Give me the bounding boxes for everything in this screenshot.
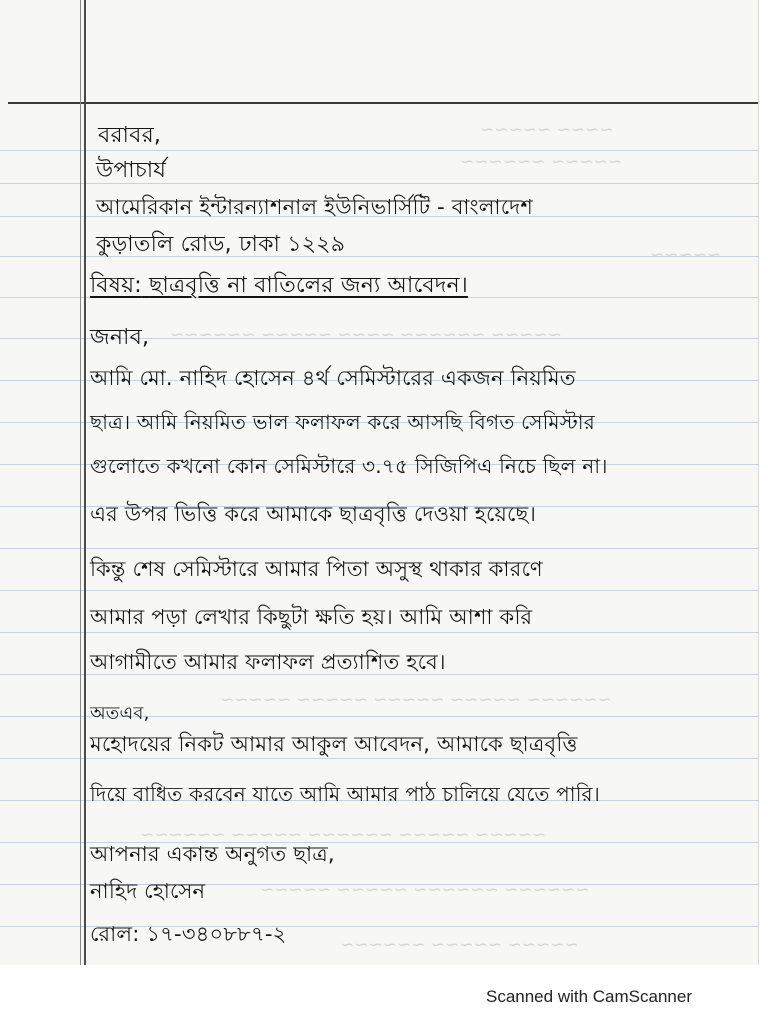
bleed-through-mark: ~~~~~ ~~~~~~ ~~~~ ~~~~~ ~~~~~~: [170, 325, 562, 345]
body-line: গুলোতে কখনো কোন সেমিস্টারে ৩.৭৫ সিজিপিএ নিচে ছিল না।: [90, 454, 608, 478]
roll-number: রোল: ১৭-৩৪০৮৮৭-২: [90, 922, 287, 946]
bleed-through-mark: ~~~~~~ ~~~~~~ ~~~~~ ~~~~~: [260, 880, 590, 900]
body-line: আমার পড়া লেখার কিছুটা ক্ষতি হয়। আমি আশা করি: [90, 605, 533, 629]
recipient-university: আমেরিকান ইন্টারন্যাশনাল ইউনিভার্সিটি - বাংলাদেশ: [96, 195, 533, 219]
signer-name: নাহিদ হোসেন: [90, 879, 206, 903]
request-line: মহোদয়ের নিকট আমার আকুল আবেদন, আমাকে ছাত্রবৃত্তি: [90, 732, 578, 756]
request-line: দিয়ে বাধিত করবেন যাতে আমি আমার পাঠ চালিয়ে যেতে পারি।: [90, 782, 601, 806]
body-line: আমি মো. নাহিদ হোসেন ৪র্থ সেমিস্টারের একজন নিয়মিত: [90, 366, 576, 390]
signoff: আপনার একান্ত অনুগত ছাত্র,: [90, 842, 335, 866]
bleed-through-mark: ~~~~ ~~~~~: [480, 120, 614, 140]
recipient-designation: উপাচার্য: [96, 158, 167, 183]
subject-line: [90, 272, 468, 300]
recipient-address: কুড়াতলি রোড, ঢাকা ১২২৯: [96, 232, 346, 257]
body-line: কিন্তু শেষ সেমিস্টারে আমার পিতা অসুস্থ থাকার কারণে: [90, 557, 543, 581]
ruled-line: [0, 150, 758, 151]
greeting: জনাব,: [90, 325, 150, 350]
closing-word: অতএব,: [90, 703, 150, 724]
subject-text: ছাত্রবৃত্তি না বাতিলের জন্য আবেদন।: [149, 273, 468, 298]
margin-line: [84, 0, 86, 965]
ruled-line: [0, 548, 758, 549]
ruled-line: [0, 758, 758, 759]
bleed-through-mark: ~~~~~~ ~~~~~ ~~~~~ ~~~~~ ~~~~~: [220, 690, 612, 710]
body-line: এর উপর ভিত্তি করে আমাকে ছাত্রবৃত্তি দেওয়া হয়েছে।: [90, 502, 537, 526]
bleed-through-mark: ~~~~~ ~~~~~ ~~~~~~ ~~~~~ ~~~~~~: [140, 825, 547, 845]
margin-line-inner: [80, 0, 81, 965]
bleed-through-mark: ~~~~~ ~~~~~~: [460, 152, 623, 172]
body-line: আগামীতে আমার ফলাফল প্রত্যাশিত হবে।: [90, 650, 446, 674]
body-line: ছাত্র। আমি নিয়মিত ভাল ফলাফল করে আসছি বিগত সেমিস্টার: [90, 410, 595, 434]
subject-label: বিষয়:: [90, 273, 142, 298]
camscanner-watermark: Scanned with CamScanner: [485, 987, 692, 1006]
bleed-through-mark: ~~~~~ ~~~~~ ~~~~~~: [340, 935, 579, 955]
ruled-line: [0, 590, 758, 591]
recipient-salutation: বরাবর,: [98, 123, 162, 148]
bleed-through-mark: ~~~~~: [650, 245, 722, 265]
header-rule: [8, 102, 758, 104]
ruled-line: [0, 632, 758, 633]
